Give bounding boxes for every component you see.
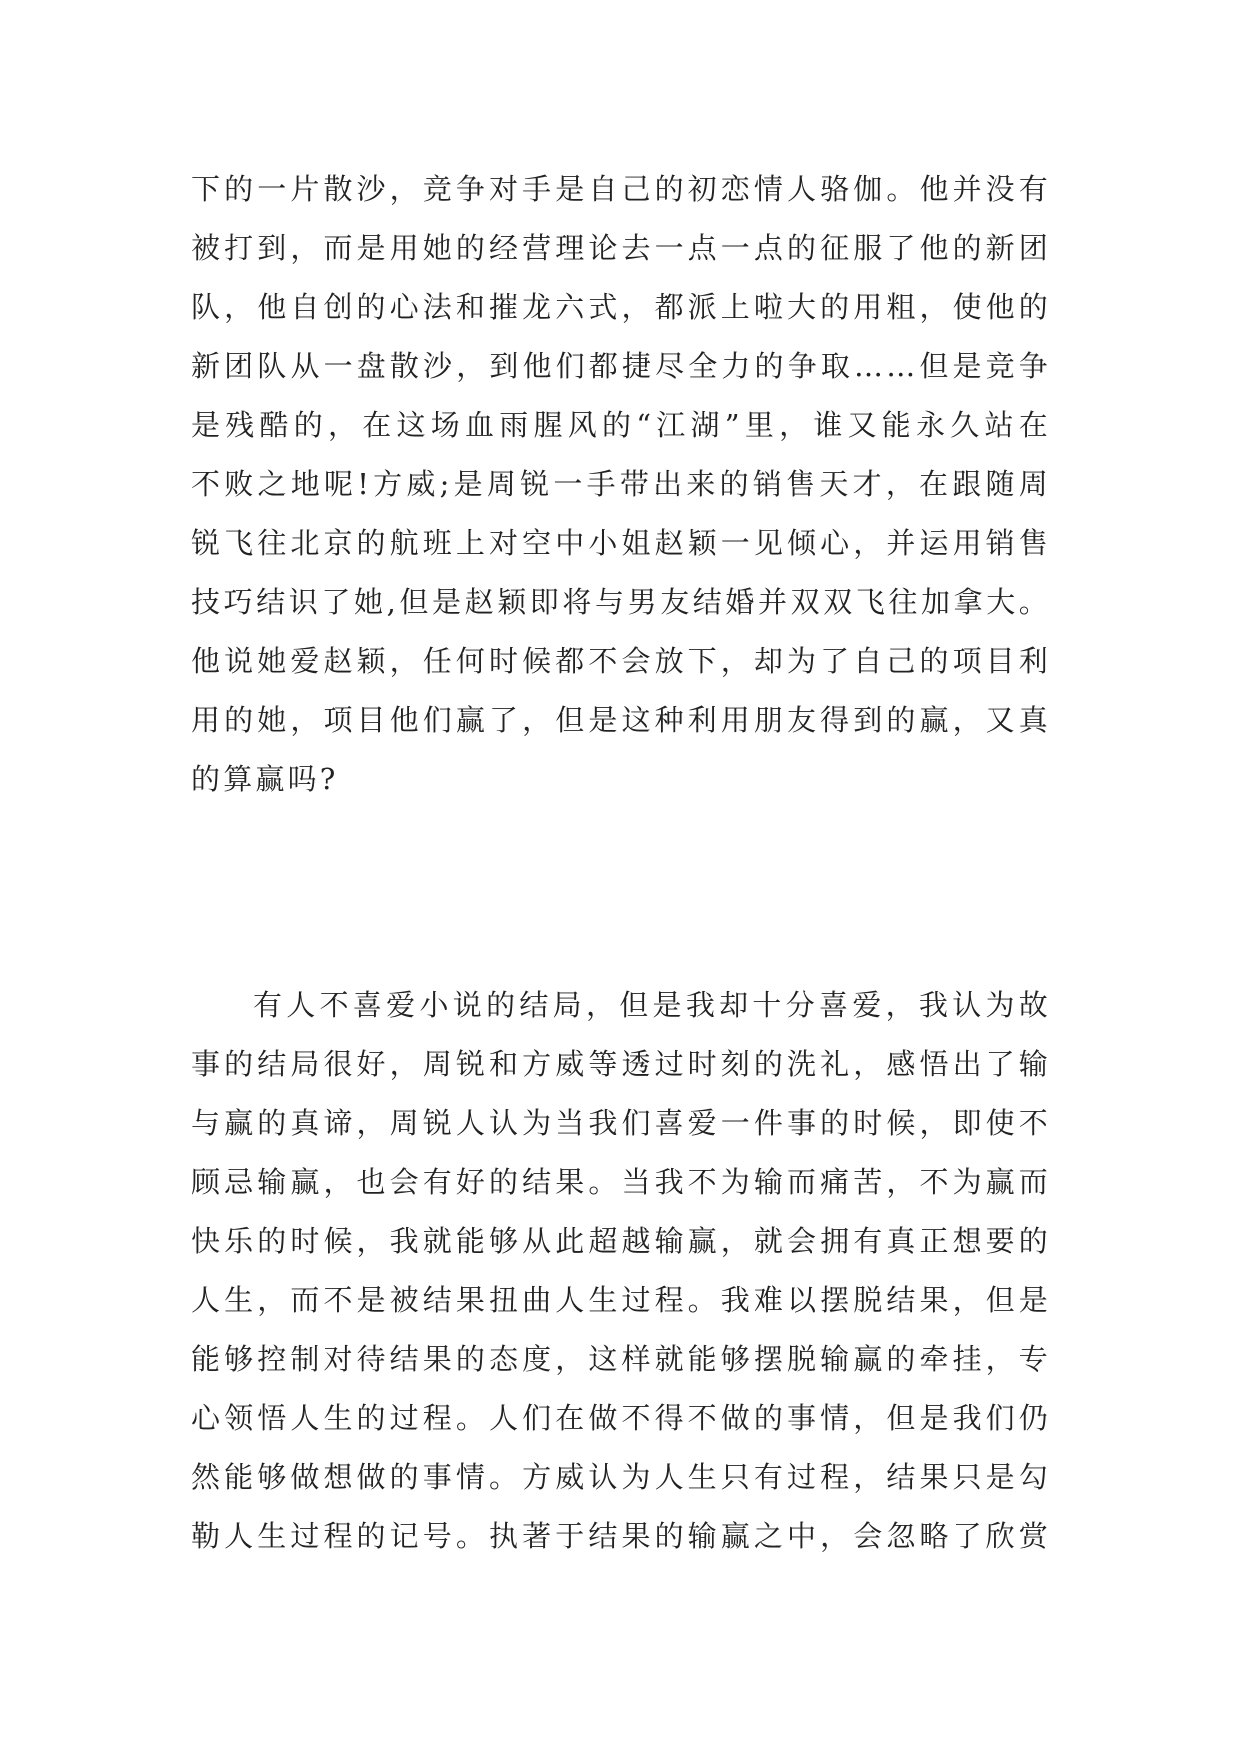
paragraph-line: 与赢的真谛，周锐人认为当我们喜爱一件事的时候，即使不 bbox=[191, 1106, 1051, 1140]
paragraph-line: 事的结局很好，周锐和方威等透过时刻的洗礼，感悟出了输 bbox=[191, 1047, 1051, 1081]
paragraph-1 bbox=[191, 160, 1051, 809]
paragraph-line: 队，他自创的心法和摧龙六式，都派上啦大的用粗，使他的 bbox=[191, 290, 1051, 324]
paragraph-line: 技巧结识了她,但是赵颖即将与男友结婚并双双飞往加拿大。 bbox=[191, 585, 1051, 619]
paragraph-line: 然能够做想做的事情。方威认为人生只有过程，结果只是勾 bbox=[191, 1460, 1051, 1494]
paragraph-line: 他说她爱赵颖，任何时候都不会放下，却为了自己的项目利 bbox=[191, 644, 1051, 678]
paragraph-line: 是残酷的，在这场血雨腥风的“江湖”里，谁又能永久站在 bbox=[191, 408, 1051, 442]
paragraph-line: 的算赢吗? bbox=[191, 762, 339, 796]
paragraph-line: 锐飞往北京的航班上对空中小姐赵颖一见倾心，并运用销售 bbox=[191, 526, 1051, 560]
paragraph-line: 有人不喜爱小说的结局，但是我却十分喜爱，我认为故 bbox=[253, 988, 1051, 1022]
paragraph-line: 下的一片散沙，竞争对手是自己的初恋情人骆伽。他并没有 bbox=[191, 172, 1051, 206]
paragraph-line: 能够控制对待结果的态度，这样就能够摆脱输赢的牵挂，专 bbox=[191, 1342, 1051, 1376]
paragraph-line: 用的她，项目他们赢了，但是这种利用朋友得到的赢，又真 bbox=[191, 703, 1051, 737]
paragraph-line: 快乐的时候，我就能够从此超越输赢，就会拥有真正想要的 bbox=[191, 1224, 1051, 1258]
paragraph-2 bbox=[191, 976, 1051, 1566]
paragraph-line: 人生，而不是被结果扭曲人生过程。我难以摆脱结果，但是 bbox=[191, 1283, 1051, 1317]
paragraph-line: 新团队从一盘散沙，到他们都捷尽全力的争取……但是竞争 bbox=[191, 349, 1051, 383]
paragraph-line: 被打到，而是用她的经营理论去一点一点的征服了他的新团 bbox=[191, 231, 1051, 265]
paragraph-line: 心领悟人生的过程。人们在做不得不做的事情，但是我们仍 bbox=[191, 1401, 1051, 1435]
paragraph-line: 不败之地呢!方威;是周锐一手带出来的销售天才，在跟随周 bbox=[191, 467, 1051, 501]
paragraph-line: 勒人生过程的记号。执著于结果的输赢之中，会忽略了欣赏 bbox=[191, 1519, 1051, 1553]
paragraph-line: 顾忌输赢，也会有好的结果。当我不为输而痛苦，不为赢而 bbox=[191, 1165, 1051, 1199]
